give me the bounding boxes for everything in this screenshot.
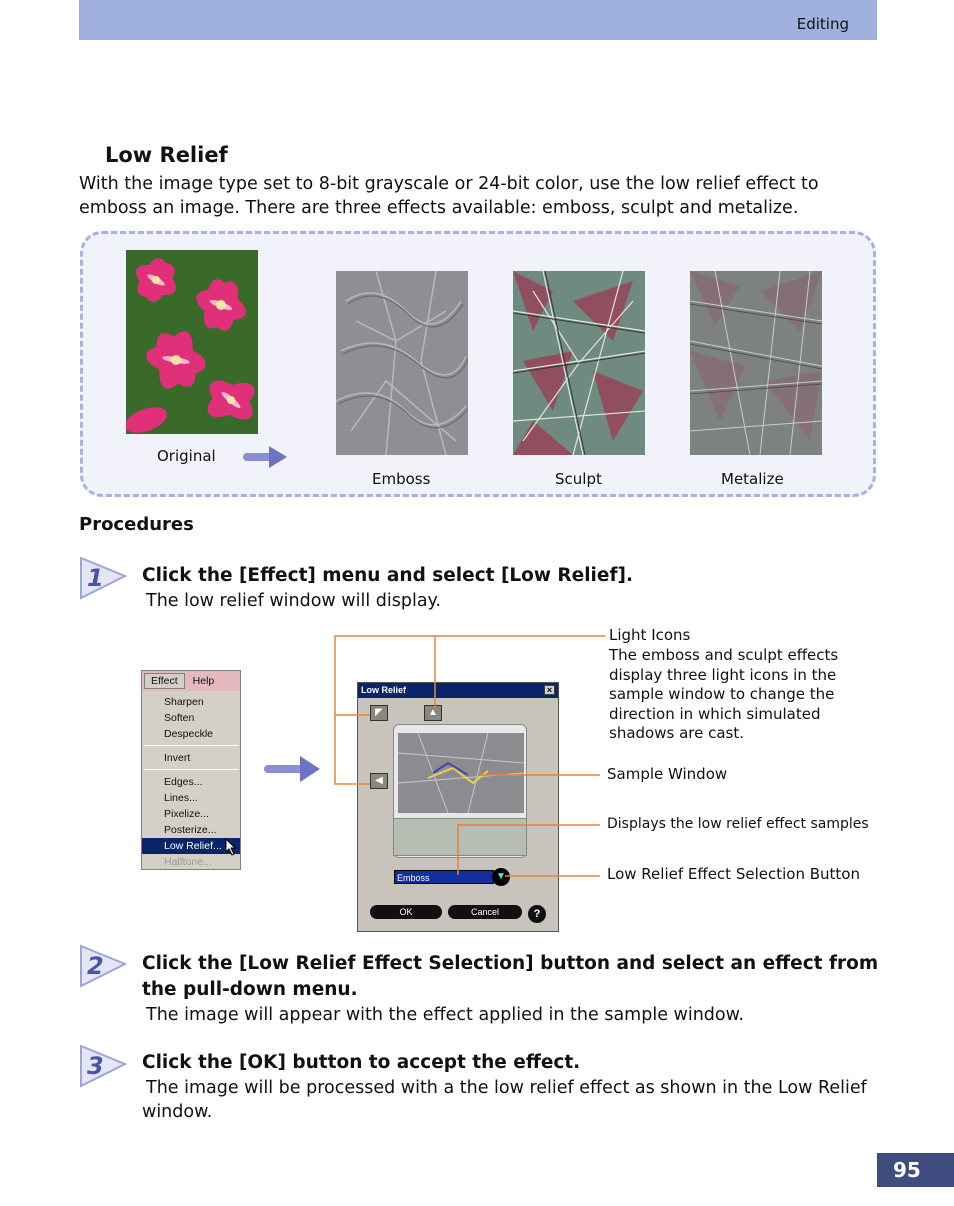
header-section: Editing <box>796 15 849 33</box>
step-2-body: The image will appear with the effect applied in the sample window. <box>146 1005 744 1025</box>
light-icon-left[interactable]: ◀ <box>370 773 388 789</box>
menu-item-sharpen[interactable]: Sharpen <box>164 696 204 708</box>
ok-button[interactable]: OK <box>370 905 442 919</box>
original-label: Original <box>157 447 216 465</box>
effect-label-metalize: Metalize <box>721 470 784 488</box>
step-1-number: 1 <box>87 564 104 592</box>
light-icon-top[interactable]: ▲ <box>424 705 442 721</box>
menu-item-lines[interactable]: Lines... <box>164 792 198 804</box>
effect-label-sculpt: Sculpt <box>555 470 602 488</box>
step-1-heading: Click the [Effect] menu and select [Low Relief]. <box>142 565 633 586</box>
menu-item-invert[interactable]: Invert <box>164 752 191 764</box>
step-3-number: 3 <box>87 1052 104 1080</box>
cancel-button[interactable]: Cancel <box>448 905 522 919</box>
help-icon[interactable]: ? <box>528 905 546 923</box>
menu-item-halftone: Halftone... <box>164 856 212 868</box>
chevron-down-icon[interactable]: ▼ <box>492 868 510 886</box>
effect-select-dropdown[interactable]: Emboss <box>394 870 494 884</box>
step-2-heading: Click the [Low Relief Effect Selection] button and select an effect from the pull-down menu. <box>142 953 879 1000</box>
section-title: Low Relief <box>105 143 228 167</box>
callout-selection-button: Low Relief Effect Selection Button <box>607 865 860 883</box>
callout-sample-window: Sample Window <box>607 765 728 783</box>
procedures-heading: Procedures <box>79 514 194 535</box>
menu-item-edges[interactable]: Edges... <box>164 776 203 788</box>
step-3-heading: Click the [OK] button to accept the effect. <box>142 1052 581 1073</box>
menu-item-despeckle[interactable]: Despeckle <box>164 728 214 740</box>
menu-item-low-relief[interactable]: Low Relief... <box>142 838 240 854</box>
callout-light-icons-desc: The emboss and sculpt effects display three light icons in the sample window to change the direction in which simulated shadows are cast. <box>609 646 839 742</box>
intro-paragraph: With the image type set to 8-bit grayscale or 24-bit color, use the low relief effect to emboss an image. There are three effects available: emboss, sculpt and metalize. <box>79 174 819 218</box>
menu-bar-help[interactable]: Help <box>192 675 215 687</box>
step-3-body: The image will be processed with a the low relief effect as shown in the Low Relief window. <box>142 1078 867 1122</box>
menu-item-pixelize[interactable]: Pixelize... <box>164 808 209 820</box>
step-2-number: 2 <box>87 952 104 980</box>
menu-bar-effect[interactable]: Effect <box>144 673 185 689</box>
menu-item-posterize[interactable]: Posterize... <box>164 824 217 836</box>
callout-light-icons: Light Icons <box>609 626 691 644</box>
menu-item-soften[interactable]: Soften <box>164 712 195 724</box>
effect-label-emboss: Emboss <box>372 470 431 488</box>
callout-samples-desc: Displays the low relief effect samples <box>607 816 869 832</box>
step-3-icon <box>79 1044 127 1088</box>
close-icon[interactable]: × <box>544 685 555 695</box>
step-1-body: The low relief window will display. <box>146 591 441 611</box>
step-2-icon <box>79 944 127 988</box>
light-icon-top-left[interactable]: ◤ <box>370 705 388 721</box>
page-number: 95 <box>877 1153 954 1187</box>
dialog-title: Low Relief <box>361 685 407 695</box>
